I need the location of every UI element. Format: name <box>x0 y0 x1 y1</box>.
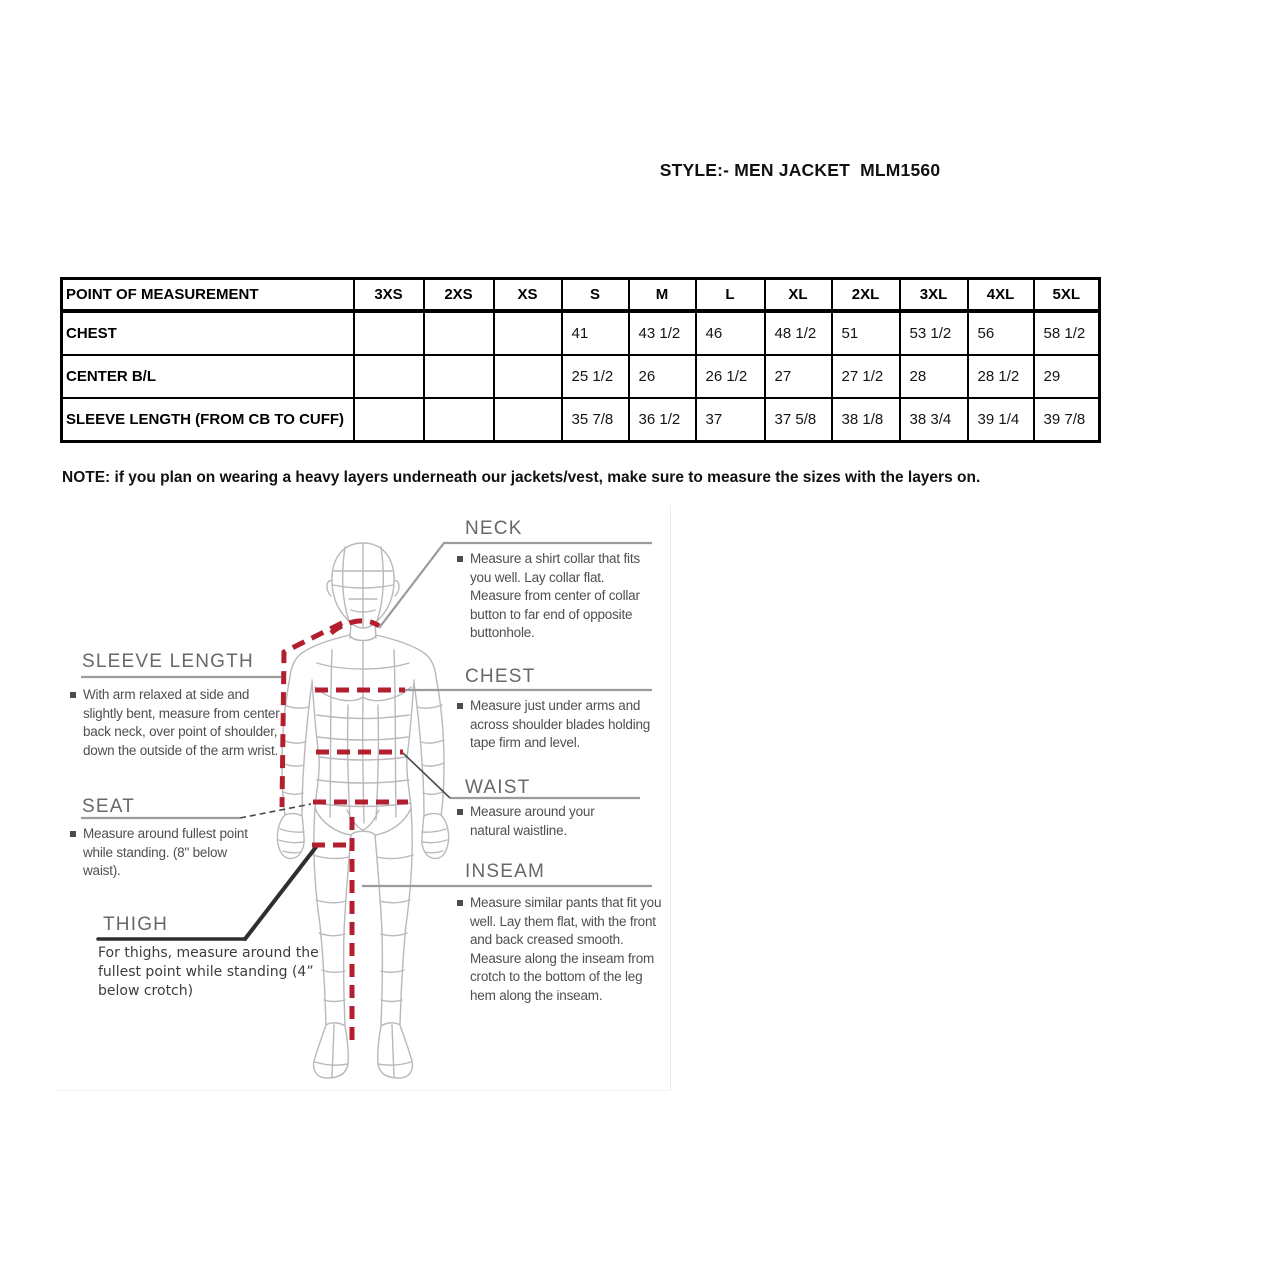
sleeve-length-heading: SLEEVE LENGTH <box>82 651 254 672</box>
col-header-3xl: 3XL <box>900 279 968 312</box>
seat-description <box>70 825 260 881</box>
size-measurement-table <box>60 277 1101 443</box>
waist-description <box>457 803 637 840</box>
square-bullet-icon <box>457 556 463 562</box>
cell-value: 26 <box>629 355 696 398</box>
col-header-l: L <box>696 279 765 312</box>
sleeve-length-description <box>70 686 292 760</box>
cell-value: 38 3/4 <box>900 398 968 442</box>
table-header-row <box>62 279 1100 312</box>
cell-value: 37 5/8 <box>765 398 832 442</box>
table-row-center-bl <box>62 355 1100 398</box>
cell-value: 36 1/2 <box>629 398 696 442</box>
cell-value: 43 1/2 <box>629 311 696 355</box>
thigh-description <box>98 944 348 1001</box>
col-header-2xl: 2XL <box>832 279 900 312</box>
cell-value: 58 1/2 <box>1034 311 1100 355</box>
cell-value: 35 7/8 <box>562 398 629 442</box>
inseam-description <box>457 894 662 1005</box>
cell-value <box>494 398 562 442</box>
row-label: CHEST <box>62 311 354 355</box>
col-header-2xs: 2XS <box>424 279 494 312</box>
cell-value: 28 <box>900 355 968 398</box>
waist-heading: WAIST <box>465 777 531 798</box>
col-header-m: M <box>629 279 696 312</box>
waist-connector-line <box>403 753 450 798</box>
square-bullet-icon <box>457 900 463 906</box>
cell-value <box>494 311 562 355</box>
sleeve-length-description-text: With arm relaxed at side and slightly bent, measure from center back neck, over point of shoulder, down the outside of the arm wrist. <box>83 687 280 758</box>
col-header-xl: XL <box>765 279 832 312</box>
cell-value <box>354 355 424 398</box>
thigh-description-text: For thighs, measure around the fullest point while standing (4” below crotch) <box>98 945 319 999</box>
cell-value <box>424 398 494 442</box>
page-title: STYLE:- MEN JACKET MLM1560 <box>659 160 941 180</box>
cell-value: 25 1/2 <box>562 355 629 398</box>
table-row-chest <box>62 311 1100 355</box>
cell-value: 39 1/4 <box>968 398 1034 442</box>
col-header-4xl: 4XL <box>968 279 1034 312</box>
row-label: CENTER B/L <box>62 355 354 398</box>
seat-heading: SEAT <box>82 796 136 817</box>
note-text: NOTE: if you plan on wearing a heavy layers underneath our jackets/vest, make sure to measure the sizes with the layers on. <box>62 469 981 486</box>
neck-heading: NECK <box>465 518 523 539</box>
thigh-heading: THIGH <box>103 914 169 935</box>
cell-value <box>354 311 424 355</box>
col-header-3xs: 3XS <box>354 279 424 312</box>
cell-value: 51 <box>832 311 900 355</box>
chest-description <box>457 697 660 753</box>
chest-description-text: Measure just under arms and across shoulder blades holding tape firm and level. <box>470 698 651 750</box>
measurement-diagram <box>55 505 671 1091</box>
cell-value: 56 <box>968 311 1034 355</box>
cell-value: 27 <box>765 355 832 398</box>
col-header-point-of-measurement: POINT OF MEASUREMENT <box>62 279 354 312</box>
neck-description-text: Measure a shirt collar that fits you well. Lay collar flat. Measure from center of collar button to far end of opposite buttonhole. <box>470 551 640 640</box>
cell-value <box>424 355 494 398</box>
cell-value: 53 1/2 <box>900 311 968 355</box>
inseam-description-text: Measure similar pants that fit you well. Lay them flat, with the front and back creased smooth. Measure along the inseam from crotch to the bottom of the leg hem along the inseam. <box>470 895 662 1003</box>
cell-value: 46 <box>696 311 765 355</box>
row-label: SLEEVE LENGTH (FROM CB TO CUFF) <box>62 398 354 442</box>
thin-dark-connectors <box>240 753 450 818</box>
col-header-xs: XS <box>494 279 562 312</box>
neck-description <box>457 550 655 643</box>
seat-description-text: Measure around fullest point while standing. (8" below waist). <box>83 826 248 878</box>
cell-value <box>494 355 562 398</box>
cell-value: 38 1/8 <box>832 398 900 442</box>
cell-value: 41 <box>562 311 629 355</box>
col-header-s: S <box>562 279 629 312</box>
cell-value <box>424 311 494 355</box>
table-row-sleeve-length <box>62 398 1100 442</box>
square-bullet-icon <box>70 831 76 837</box>
cell-value: 26 1/2 <box>696 355 765 398</box>
cell-value: 29 <box>1034 355 1100 398</box>
square-bullet-icon <box>457 809 463 815</box>
col-header-5xl: 5XL <box>1034 279 1100 312</box>
cell-value: 48 1/2 <box>765 311 832 355</box>
waist-description-text: Measure around your natural waistline. <box>470 804 595 838</box>
square-bullet-icon <box>457 703 463 709</box>
cell-value: 28 1/2 <box>968 355 1034 398</box>
inseam-heading: INSEAM <box>465 861 546 882</box>
cell-value: 37 <box>696 398 765 442</box>
cell-value <box>354 398 424 442</box>
cell-value: 39 7/8 <box>1034 398 1100 442</box>
chest-heading: CHEST <box>465 666 536 687</box>
square-bullet-icon <box>70 692 76 698</box>
cell-value: 27 1/2 <box>832 355 900 398</box>
